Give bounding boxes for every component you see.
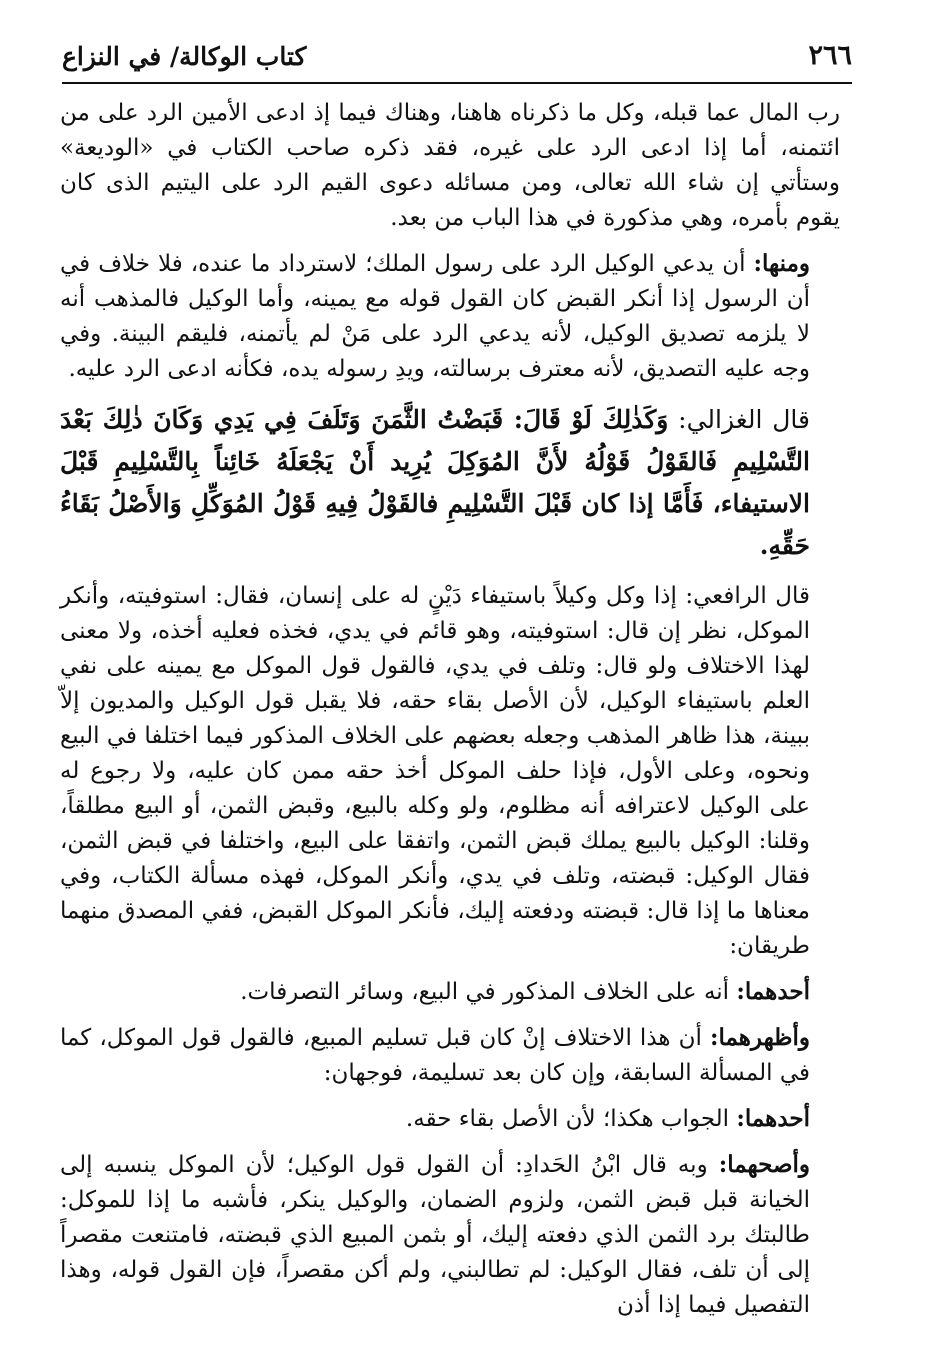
matn-ghazali [60,399,840,567]
page-body [60,96,840,1333]
sharh-asahhuhuma [60,1147,840,1323]
paragraph-text: أن هذا الاختلاف إنْ كان قبل تسليم المبيع، فالقول قول الموكل، كما في المسألة السابقة، وإن كان بعد تسليمة، فوجهان: [60,1025,810,1086]
paragraph-text: الجواب هكذا؛ لأن الأصل بقاء حقه. [405,1106,737,1132]
paragraph-lead: أحدهما: [736,1105,810,1132]
paragraph-text: أن يدعي الوكيل الرد على رسول الملك؛ لاسترداد ما عنده، فلا خلاف في أن الرسول إذا أنكر القبض كان القول قوله مع يمينه، وأما الوكيل فالمذهب أنه لا يلزمه تصديق الوكيل، لأنه يدعي الرد على مَنْ لم يأتمنه، فليقم البينة. وفي وجه عليه التصديق، لأنه معترف برسالته، ويدِ رسوله يده، فكأنه ادعى الرد عليه. [60,251,810,382]
paragraph-text: وبه قال ابْنُ الحَدادِ: أن القول قول الوكيل؛ لأن الموكل ينسبه إلى الخيانة قبل قبض الثمن، ولزوم الضمان، والوكيل ينكر، فأشبه ما إذا للموكل: طالبتك برد الثمن الذي دفعته إليك، أو بثمن المبيع الذي قبضته، فامتنعت مقصراً إلى أن تلف، فقال الوكيل: لم تطالبني، ولم أكن مقصراً، فإن القول قوله، وهذا التفصيل فيما إذا أذن [60,1152,810,1318]
paragraph-continuation [60,96,840,236]
page-number: ٢٦٦ [808,40,852,71]
matn-text: وَكَذٰلِكَ لَوْ قَالَ: قَبَضْتُ الثَّمَنَ وَتَلَفَ فِي يَدِي وَكَانَ ذٰلِكَ بَعْدَ التَّسْلِيمِ فَالقَوْلُ قَوْلُهُ لأَنَّ المُوَكِلَ يُرِيد أَنْ يَجْعَلَهُ خَائِناً بِالتَّسْلِيمِ قَبْلَ الاستيفاء، فَأَمَّا إذا كان قَبْلَ التَّسْلِيمِ فالقَوْلُ فِيهِ قَوْلُ المُوَكِّلِ وَالأَصْلُ بَقَاءُ حَقِّهِ. [60,405,810,560]
paragraph-text: قال الرافعي: إذا وكل وكيلاً باستيفاء دَيْنٍ له على إنسان، فقال: استوفيته، وأنكر الموكل، نظر إن قال: استوفيته، وهو قائم في يدي، فخذه فعليه أخذه، ولا معنى لهذا الاختلاف ولو قال: وتلف في يدي، فالقول قول الموكل مع يمينه على نفي العلم باستيفاء الوكيل، لأن الأصل بقاء حقه، فلا يقبل قول الوكيل والمديون إلاّ ببينة، هذا ظاهر المذهب وجعله بعضهم على الخلاف المذكور فيما اختلفا في البيع ونحوه، وعلى الأول، فإذا حلف الموكل أخذ حقه ممن كان عليه، ولا رجوع له على الوكيل لاعترافه أنه مظلوم، ولو وكله بالبيع، وقبض الثمن، أو البيع مطلقاً، وقلنا: الوكيل بالبيع يملك قبض الثمن، واتفقا على البيع، واختلفا في قبض الثمن، فقال الوكيل: قبضته، وتلف في يدي، وأنكر الموكل، فهذه مسألة الكتاب، وفي معناها ما إذا قال: قبضته ودفعته إليك، فأنكر الموكل القبض، ففي المصدق منهما طريقان: [60,583,810,959]
sharh-ahaduhuma-2 [60,1101,840,1137]
paragraph-lead: أحدهما: [736,978,810,1005]
page-header [62,36,852,84]
sharh-azharuhuma [60,1020,840,1091]
paragraph-lead: ومنها: [753,250,810,277]
paragraph-minha [60,246,840,387]
matn-lead: قال الغزالي: [668,405,810,434]
running-title: كتاب الوكالة/ في النزاع [62,42,307,71]
paragraph-lead: وأصحهما: [718,1151,810,1178]
paragraph-text: أنه على الخلاف المذكور في البيع، وسائر التصرفات. [240,979,737,1005]
sharh-rafii [60,579,840,964]
paragraph-text: رب المال عما قبله، وكل ما ذكرناه هاهنا، وهناك فيما إذ ادعى الأمين الرد على من ائتمنه، أما إذا ادعى الرد على غيره، فقد ذكره صاحب الكتاب في «الوديعة» وستأتي إن شاء الله تعالى، ومن مسائله دعوى القيم الرد على اليتيم الذى كان يقوم بأمره، وهي مذكورة في هذا الباب من بعد. [60,100,840,231]
sharh-ahaduhuma-1 [60,974,840,1010]
paragraph-lead: وأظهرهما: [709,1024,810,1051]
